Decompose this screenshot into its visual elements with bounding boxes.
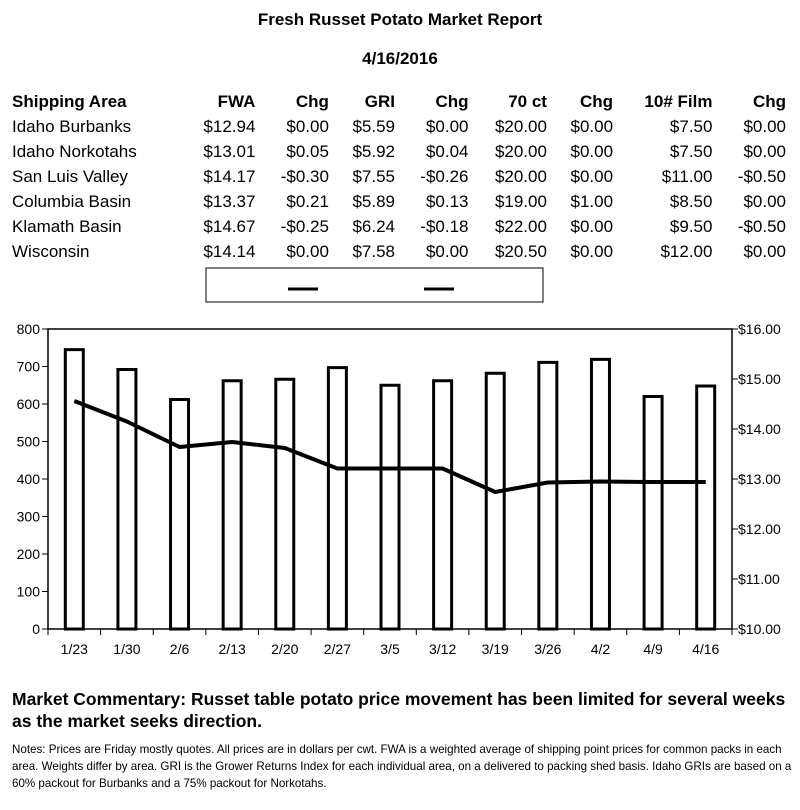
cell-fwa: $13.37 xyxy=(203,191,256,211)
cell-area: Wisconsin xyxy=(12,241,90,261)
cell-70ct-chg: $0.00 xyxy=(570,216,614,236)
x-tick-label: 4/16 xyxy=(692,641,720,657)
left-tick-label: 400 xyxy=(16,471,40,487)
cell-70ct: $22.00 xyxy=(494,216,547,236)
right-tick-label: $16.00 xyxy=(738,321,781,337)
cell-gri: $5.89 xyxy=(352,191,395,211)
header-gri-chg: Chg xyxy=(435,92,469,111)
bar xyxy=(591,359,609,629)
cell-area: San Luis Valley xyxy=(12,166,128,186)
x-tick-label: 2/20 xyxy=(271,641,299,657)
cell-area: Columbia Basin xyxy=(12,191,132,211)
cell-gri-chg: $0.00 xyxy=(425,116,469,136)
bar xyxy=(434,381,452,629)
report-title: Fresh Russet Potato Market Report xyxy=(257,10,543,29)
bar xyxy=(539,362,557,629)
x-tick-label: 2/13 xyxy=(218,641,246,657)
cell-10film-chg: $0.00 xyxy=(743,116,786,136)
cell-fwa-chg: $0.05 xyxy=(286,141,329,161)
header-70ct-chg: Chg xyxy=(579,92,614,111)
left-y-axis xyxy=(17,321,48,637)
notes-text: Notes: Prices are Friday mostly quotes. All prices are in dollars per cwt. FWA is a weighted average of shipping point prices for common packs in each area. Weights differ by area. GRI is the Grower Returns Index for each individual area, on a delivered to packing shed basis. Idaho GRIs are based on a 60% packout for Burbanks and a 75% packout for Norkotahs. xyxy=(12,743,792,790)
x-tick-label: 3/5 xyxy=(380,641,400,657)
cell-10film: $8.50 xyxy=(669,191,713,211)
cell-gri: $7.58 xyxy=(352,241,395,261)
cell-fwa-chg: $0.21 xyxy=(286,191,329,211)
cell-70ct-chg: $0.00 xyxy=(570,241,614,261)
cell-10film-chg: $0.00 xyxy=(743,191,786,211)
header-70ct: 70 ct xyxy=(508,92,547,111)
left-tick-label: 0 xyxy=(32,621,40,637)
left-tick-label: 200 xyxy=(16,546,40,562)
bar xyxy=(171,400,189,630)
cell-fwa-chg: -$0.25 xyxy=(280,216,329,236)
table-header-row xyxy=(10,90,790,114)
cell-gri-chg: $0.00 xyxy=(425,241,469,261)
x-axis xyxy=(48,629,732,657)
left-tick-label: 500 xyxy=(16,433,40,450)
x-tick-label: 4/2 xyxy=(590,641,611,657)
x-tick-label: 3/12 xyxy=(428,641,457,657)
header-shipping-area: Shipping Area xyxy=(12,92,127,111)
cell-10film: $11.00 xyxy=(661,166,713,186)
header-gri: GRI xyxy=(364,92,395,111)
bar xyxy=(697,386,715,629)
x-tick-label: 3/19 xyxy=(481,641,509,657)
market-commentary: Market Commentary: Russet table potato price movement has been limited for several weeks as the market seeks direction. xyxy=(12,689,786,731)
header-fwa: FWA xyxy=(217,92,256,111)
left-tick-label: 800 xyxy=(16,321,40,337)
x-tick-label: 2/6 xyxy=(169,641,190,657)
left-tick-label: 300 xyxy=(16,508,40,525)
cell-gri: $5.59 xyxy=(352,116,395,136)
table-row xyxy=(10,164,790,189)
table-row xyxy=(10,189,790,214)
cell-gri-chg: -$0.18 xyxy=(420,216,469,236)
cell-70ct: $19.00 xyxy=(494,191,547,211)
cell-10film-chg: -$0.50 xyxy=(737,216,786,236)
right-y-axis xyxy=(732,321,781,637)
cell-10film-chg: $0.00 xyxy=(743,141,786,161)
x-tick-label: 1/23 xyxy=(60,641,88,657)
cell-fwa: $14.67 xyxy=(203,216,256,236)
header-10film: 10# Film xyxy=(644,92,713,111)
cell-fwa: $14.14 xyxy=(203,241,256,261)
cell-fwa: $14.17 xyxy=(203,166,256,186)
cell-70ct: $20.00 xyxy=(494,141,547,161)
left-tick-label: 700 xyxy=(16,358,40,375)
cell-10film: $7.50 xyxy=(669,141,713,161)
cell-10film-chg: -$0.50 xyxy=(737,166,786,186)
table-row xyxy=(10,114,790,139)
table-row xyxy=(10,239,790,264)
cell-70ct-chg: $0.00 xyxy=(570,166,614,186)
bar xyxy=(328,368,346,629)
cell-area: Idaho Burbanks xyxy=(12,116,132,136)
x-tick-label: 4/9 xyxy=(643,641,663,657)
cell-70ct-chg: $1.00 xyxy=(570,191,614,211)
cell-fwa-chg: $0.00 xyxy=(286,241,329,261)
table-row xyxy=(10,214,790,239)
cell-fwa: $13.01 xyxy=(203,141,256,161)
cell-fwa-chg: -$0.30 xyxy=(280,166,329,186)
cell-gri-chg: -$0.26 xyxy=(420,166,469,186)
cell-area: Klamath Basin xyxy=(12,216,122,236)
x-tick-label: 1/30 xyxy=(113,641,141,657)
left-tick-label: 600 xyxy=(16,396,40,412)
bar xyxy=(118,370,136,630)
left-tick-label: 100 xyxy=(16,583,40,600)
bar xyxy=(486,373,504,629)
cell-gri: $7.55 xyxy=(352,166,395,186)
cell-area: Idaho Norkotahs xyxy=(12,141,137,161)
cell-70ct-chg: $0.00 xyxy=(570,116,614,136)
cell-10film: $12.00 xyxy=(660,241,713,261)
cell-gri: $6.24 xyxy=(352,216,395,236)
right-tick-label: $10.00 xyxy=(738,621,781,637)
bar xyxy=(644,397,662,630)
cell-70ct: $20.00 xyxy=(494,166,547,186)
report-date: 4/16/2016 xyxy=(362,49,438,68)
cell-gri: $5.92 xyxy=(352,141,395,161)
bar xyxy=(381,385,399,629)
cell-70ct: $20.00 xyxy=(494,116,547,136)
header-fwa-chg: Chg xyxy=(295,92,329,111)
bar xyxy=(276,379,294,629)
cell-gri-chg: $0.04 xyxy=(425,141,469,161)
cell-70ct-chg: $0.00 xyxy=(570,141,614,161)
cell-70ct: $20.50 xyxy=(494,241,547,261)
cell-10film: $9.50 xyxy=(669,216,713,236)
cell-10film: $7.50 xyxy=(669,116,713,136)
cell-fwa: $12.94 xyxy=(203,116,256,136)
cell-gri-chg: $0.13 xyxy=(425,191,469,211)
cell-10film-chg: $0.00 xyxy=(743,241,786,261)
bar xyxy=(65,350,83,629)
right-tick-label: $13.00 xyxy=(738,471,781,487)
potato-price-chart xyxy=(0,265,800,675)
price-table xyxy=(10,90,790,264)
x-tick-label: 3/26 xyxy=(534,641,562,657)
header-10film-chg: Chg xyxy=(752,92,786,111)
bar xyxy=(223,381,241,629)
right-tick-label: $12.00 xyxy=(738,521,781,537)
legend-box xyxy=(206,268,543,302)
table-row xyxy=(10,139,790,164)
x-tick-label: 2/27 xyxy=(323,641,352,657)
right-tick-label: $15.00 xyxy=(738,371,781,387)
right-tick-label: $11.00 xyxy=(738,571,780,587)
cell-fwa-chg: $0.00 xyxy=(286,116,329,136)
right-tick-label: $14.00 xyxy=(738,421,781,437)
